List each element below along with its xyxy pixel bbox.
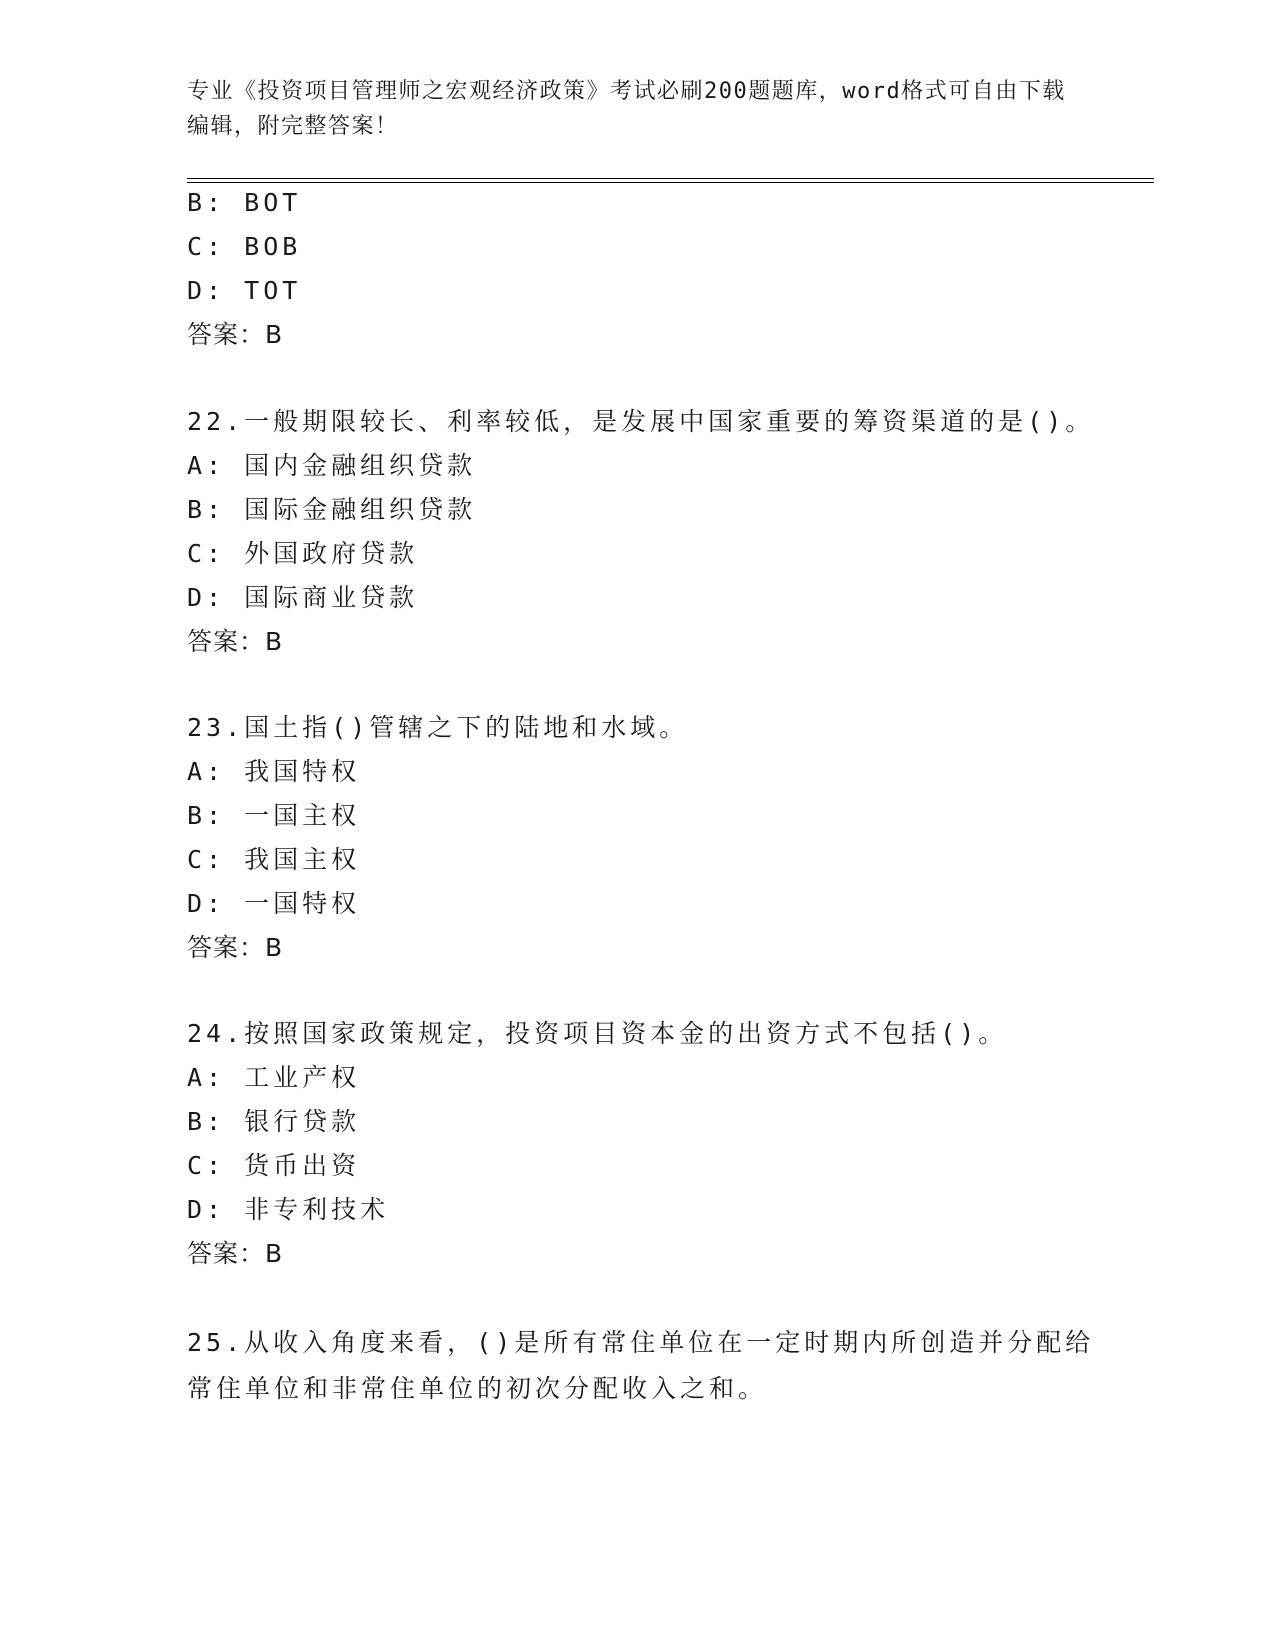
q22-question: 22.一般期限较长、利率较低，是发展中国家重要的筹资渠道的是()。 [187,407,1095,436]
q22-option-b: B: 国际金融组织贷款 [187,495,477,524]
q23-option-a: A: 我国特权 [187,757,361,786]
q24-option-a: A: 工业产权 [187,1063,361,1092]
q22-option-c: C: 外国政府贷款 [187,539,419,568]
q23-option-c: C: 我国主权 [187,845,361,874]
q21-option-c: C: BOB [187,232,302,261]
document-header: 专业《投资项目管理师之宏观经济政策》考试必刷200题题库，word格式可自由下载编辑，附完整答案！ [187,79,1066,139]
q21-option-b: B: BOT [187,188,302,217]
header-divider-bottom [187,182,1154,183]
q22-option-a: A: 国内金融组织贷款 [187,451,477,480]
q23-question: 23.国土指()管辖之下的陆地和水域。 [187,713,689,742]
q23-option-d: D: 一国特权 [187,889,361,918]
q25-question: 25.从收入角度来看，()是所有常住单位在一定时期内所创造并分配给常住单位和非常住单位的初次分配收入之和。 [187,1328,1095,1403]
q23-answer: 答案：B [187,933,284,962]
q22-option-d: D: 国际商业贷款 [187,583,419,612]
q24-question: 24.按照国家政策规定，投资项目资本金的出资方式不包括()。 [187,1019,1008,1048]
q21-answer: 答案：B [187,320,284,349]
q23-option-b: B: 一国主权 [187,801,361,830]
q24-option-b: B: 银行贷款 [187,1107,361,1136]
q21-option-d: D: TOT [187,276,302,305]
q24-option-d: D: 非专利技术 [187,1195,390,1224]
q24-answer: 答案：B [187,1239,284,1268]
q22-answer: 答案：B [187,627,284,656]
header-divider-top [187,178,1154,179]
q24-option-c: C: 货币出资 [187,1151,361,1180]
